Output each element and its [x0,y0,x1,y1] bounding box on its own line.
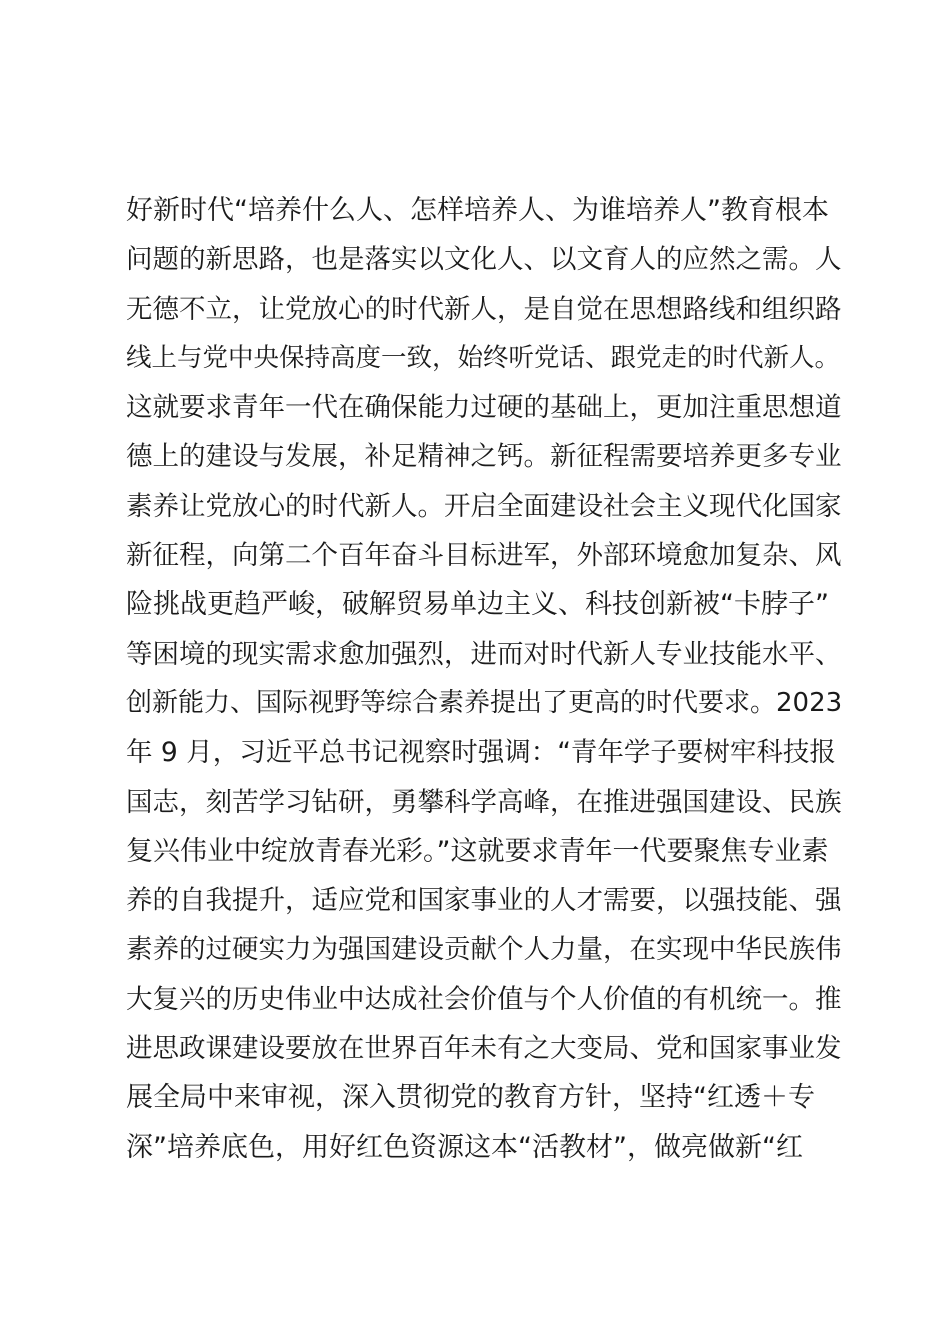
text-line: 素养的过硬实力为强国建设贡献个人力量，在实现中华民族伟 [126,934,842,966]
text-line: 展全局中来审视，深入贯彻党的教育方针，坚持“红透＋专 [126,1082,815,1114]
text-line: 大复兴的历史伟业中达成社会价值与个人价值的有机统一。推 [126,983,842,1015]
text-line: 这就要求青年一代在确保能力过硬的基础上，更加注重思想道 [126,392,842,424]
text-line: 新征程，向第二个百年奋斗目标进军，外部环境愈加复杂、风 [126,540,842,572]
text-line: 养的自我提升，适应党和国家事业的人才需要，以强技能、强 [126,885,842,917]
text-line: 线上与党中央保持高度一致，始终听党话、跟党走的时代新人。 [126,342,841,373]
text-line: 进思政课建设要放在世界百年未有之大变局、党和国家事业发 [126,1033,842,1065]
text-line: 等困境的现实需求愈加强烈，进而对时代新人专业技能水平、 [126,638,842,670]
text-line: 创新能力、国际视野等综合素养提出了更高的时代要求。2023 [126,687,843,718]
text-line: 国志，刻苦学习钻研，勇攀科学高峰，在推进强国建设、民族 [126,786,842,818]
text-line: 素养让党放心的时代新人。开启全面建设社会主义现代化国家 [126,490,842,522]
text-line: 复兴伟业中绽放青春光彩。”这就要求青年一代要聚焦专业素 [126,835,829,867]
text-line: 无德不立，让党放心的时代新人，是自觉在思想路线和组织路 [126,293,842,325]
text-line: 好新时代“培养什么人、怎样培养人、为谁培养人”教育根本 [126,195,829,226]
text-line: 深”培养底色，用好红色资源这本“活教材”，做亮做新“红 [126,1131,803,1163]
body-text [126,186,846,1172]
text-line: 年 9 月，习近平总书记视察时强调：“青年学子要树牢科技报 [126,737,836,769]
text-line: 德上的建设与发展，补足精神之钙。新征程需要培养更多专业 [126,441,842,473]
text-line: 险挑战更趋严峻，破解贸易单边主义、科技创新被“卡脖子” [126,589,829,621]
text-line: 问题的新思路，也是落实以文化人、以文育人的应然之需。人 [126,244,842,276]
